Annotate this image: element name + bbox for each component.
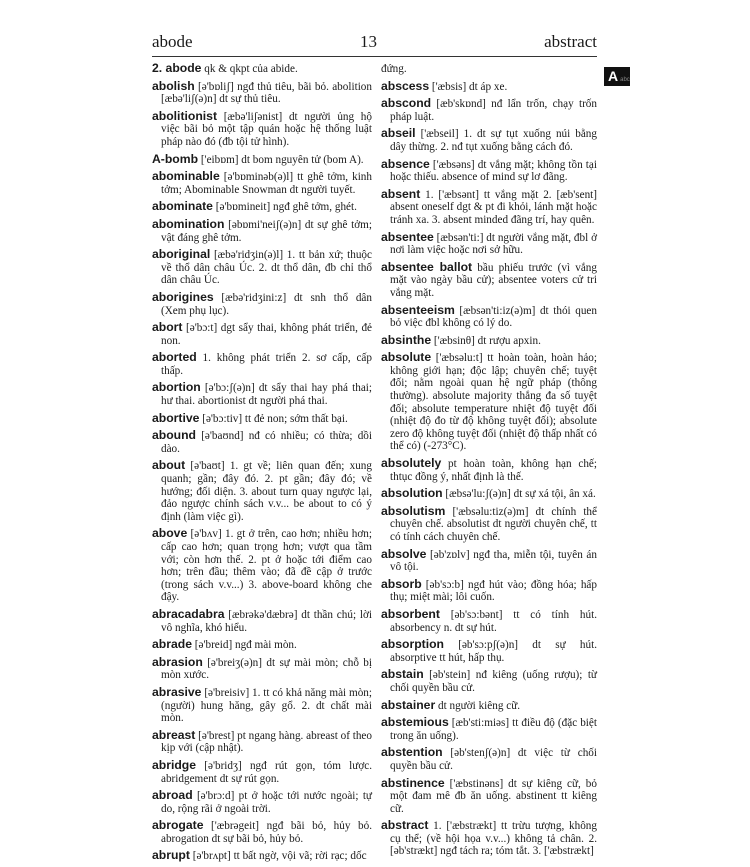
headword: absorb bbox=[381, 576, 422, 591]
headword: abrogate bbox=[152, 818, 204, 833]
definition: [əb'sɔ:bənt] tt có tính hút. absorbency n. dt sự hút. bbox=[390, 608, 597, 634]
definition: qk & qkpt của abide. bbox=[201, 63, 298, 75]
headword: absentee bbox=[381, 229, 434, 244]
definition: [əb'sɔ:b] ngđ hút vào; đồng hóa; hấp thụ; miệt mài; lôi cuốn. bbox=[390, 578, 597, 604]
page-header bbox=[152, 32, 597, 57]
dictionary-entry bbox=[381, 158, 597, 184]
definition: [əb'stenʃ(ə)n] dt việc từ chối quyền bầu cử. bbox=[390, 747, 597, 772]
dictionary-entry bbox=[381, 231, 597, 257]
definition: [ə'bɒmineit] ngđ ghê tởm, ghét. bbox=[212, 201, 357, 214]
dictionary-entry bbox=[152, 729, 372, 755]
headword: abrasion bbox=[152, 654, 203, 669]
dictionary-entry bbox=[152, 789, 372, 815]
headword: abscond bbox=[381, 96, 432, 111]
headword: absolutely bbox=[381, 456, 442, 471]
headword: abstemious bbox=[381, 715, 449, 730]
definition: ['æbsəns] dt vắng mặt; không tồn tại hoặc thiếu. absence of mind sự lơ đãng. bbox=[390, 158, 597, 184]
dictionary-entry bbox=[381, 351, 597, 453]
dictionary-entry bbox=[152, 200, 372, 214]
definition: ['æbstinəns] dt sự kiêng cữ, bỏ một đam mê đb ăn uống. abstinent tt kiêng cữ. bbox=[390, 777, 597, 815]
headword: absolute bbox=[381, 350, 432, 365]
definition: [ə'bɔ:ʃ(ə)n] dt sẩy thai hay phá thai; hư thai. abortionist dt người phá thai. bbox=[161, 382, 372, 408]
definition: [ə'bʌv] 1. gt ở trên, cao hơn; nhiều hơn; cấp cao hơn; quan trọng hơn; vượt qua tầm với; còn hơn thế. 2. pt ở hoặc tới điểm cao hơn; trên đầu; thêm vào; đã đề cập ở trước (trong sách v.v...) 3. above-board không che đậy. bbox=[161, 528, 372, 604]
dictionary-entry bbox=[381, 261, 597, 300]
left-column bbox=[152, 62, 372, 867]
definition: [əb'zɒlv] ngđ tha, miễn tội, tuyên án vô tội. bbox=[390, 548, 597, 574]
letter-thumb-tab bbox=[604, 67, 630, 86]
headword: aboriginal bbox=[152, 247, 211, 262]
dictionary-entry bbox=[381, 505, 597, 544]
dictionary-entry bbox=[152, 459, 372, 523]
definition: [æb'sti:miəs] tt điều độ (đặc biệt trong ăn uống). bbox=[390, 717, 597, 742]
definition: [æbsə'lu:ʃ(ə)n] dt sự xá tội, ân xá. bbox=[442, 488, 596, 501]
dictionary-entry bbox=[381, 608, 597, 634]
dictionary-entry bbox=[381, 638, 597, 664]
headword: abreast bbox=[152, 727, 196, 742]
definition: [ə'breiʒ(ə)n] dt sự mài mòn; chỗ bị mòn xước. bbox=[161, 656, 372, 682]
definition: đứng. bbox=[381, 63, 407, 75]
dictionary-entry bbox=[152, 321, 372, 347]
definition: [ə'bɒliʃ] ngđ thủ tiêu, bãi bỏ. abolition [æbə'liʃ(ə)n] dt sự thủ tiêu. bbox=[161, 80, 372, 106]
dictionary-entry bbox=[152, 153, 372, 167]
definition: ['æbsinθ] dt rượu apxin. bbox=[431, 334, 541, 347]
dictionary-entry bbox=[152, 527, 372, 604]
headword: abroad bbox=[152, 788, 193, 803]
headword: about bbox=[152, 458, 186, 473]
dictionary-entry bbox=[381, 334, 597, 348]
dictionary-entry bbox=[381, 819, 597, 858]
headword: absence bbox=[381, 156, 430, 171]
dictionary-entry bbox=[152, 759, 372, 785]
dictionary-entry bbox=[381, 668, 597, 694]
headword: abolish bbox=[152, 78, 195, 93]
headword: absolution bbox=[381, 486, 443, 501]
headword: abominate bbox=[152, 199, 213, 214]
definition: [ə'brɔ:d] pt ở hoặc tới nước ngoài; tự do, rộng rãi ở ngoài trời. bbox=[161, 790, 372, 815]
dictionary-entry bbox=[381, 487, 597, 501]
headword: abstention bbox=[381, 745, 443, 760]
headword: abscess bbox=[381, 78, 430, 93]
definition: ['æbsəlu:tiz(ə)m] dt chính thể chuyên chế. absolutist dt người chuyên chế, tt có tính cách chuyên chế. bbox=[390, 505, 597, 543]
headword: abominable bbox=[152, 169, 220, 184]
headword: abound bbox=[152, 428, 197, 443]
definition: [əb'sɔ:pʃ(ə)n] dt sự hút. absorptive tt hút, hấp thụ. bbox=[390, 639, 597, 664]
definition: [ə'baʊt] 1. gt về; liên quan đến; xung quanh; gần; đây đó. 2. pt gần; đây đó; về hướng; đối diện. 3. about turn quay ngược lại, đảo ngược chính sách v.v... be about to có ý định (làm việc gì). bbox=[161, 460, 372, 523]
dictionary-entry bbox=[152, 218, 372, 244]
definition: [æbə'ridʒini:z] dt snh thổ dân (Xem phụ lục). bbox=[161, 291, 372, 317]
dictionary-entry bbox=[381, 62, 597, 76]
definition: ['æbsəlu:t] tt hoàn toàn, hoàn hảo; không giới hạn; độc lập; chuyên chế; tuyệt đối; nằm ngoài quan hệ ngữ pháp (thông thường). absolute majority thắng đa số tuyệt đối; absolute temperature nhiệt độ tuyệt đối (nhiệt độ đo từ độ không tuyệt đối); absolute zero độ không tuyệt đối (nhiệt độ thấp nhất có thể có) (-273°C). bbox=[390, 352, 597, 453]
dictionary-entry bbox=[381, 699, 597, 713]
headword: aborted bbox=[152, 350, 197, 365]
headword: A-bomb bbox=[152, 151, 199, 166]
headword: abomination bbox=[152, 216, 225, 231]
dictionary-entry bbox=[152, 849, 372, 863]
guide-word-left: abode bbox=[152, 32, 193, 51]
definition: [æbə'ridʒin(ə)l] 1. tt bản xứ; thuộc về thổ dân châu Úc. 2. dt thổ dân, đb chỉ thổ dân châu Úc. bbox=[161, 249, 372, 287]
dictionary-entry bbox=[152, 170, 372, 196]
headword: abortive bbox=[152, 410, 200, 425]
definition: pt hoàn toàn, không hạn chế; thtục đồng ý, nhất định là thế. bbox=[390, 458, 597, 483]
dictionary-entry bbox=[152, 638, 372, 652]
right-column bbox=[381, 62, 597, 862]
headword: absentee ballot bbox=[381, 259, 473, 274]
dictionary-entry bbox=[152, 62, 372, 76]
definition: [æbrəkə'dæbrə] dt thần chú; lời vô nghĩa, khó hiểu. bbox=[161, 608, 372, 634]
headword: abolitionist bbox=[152, 108, 217, 123]
dictionary-entry bbox=[381, 127, 597, 153]
definition: [æbsən'ti:iz(ə)m] dt thói quen bỏ việc đbl không có lý do. bbox=[390, 304, 597, 330]
dictionary-entry bbox=[381, 578, 597, 604]
page-number: 13 bbox=[360, 32, 377, 51]
definition: [ə'breid] ngđ mài mòn. bbox=[191, 639, 297, 652]
definition: [æbsən'ti:] dt người vắng mặt, đbl ở nơi làm việc hoặc nơi sở hữu. bbox=[390, 231, 597, 257]
dictionary-entry bbox=[381, 716, 597, 742]
definition: [ə'bɒminəb(ə)l] tt ghê tởm, kinh tởm; Abominable Snowman dt người tuyết. bbox=[161, 171, 372, 196]
definition: ['æbsis] dt áp xe. bbox=[429, 80, 508, 93]
dictionary-entry bbox=[152, 80, 372, 106]
dictionary-entry bbox=[152, 656, 372, 682]
definition: [ə'baʊnd] nđ có nhiều; có thừa; dồi dào. bbox=[161, 430, 372, 455]
headword: abrupt bbox=[152, 848, 190, 863]
definition: ['eibɒm] dt bom nguyên tử (bom A). bbox=[198, 153, 364, 166]
headword: abrade bbox=[152, 637, 192, 652]
definition: bầu phiếu trước (vì vắng mặt vào ngày bầu cử); absentee voters cử tri vắng mặt. bbox=[390, 261, 597, 299]
dictionary-entry bbox=[381, 80, 597, 94]
headword: absorption bbox=[381, 637, 444, 652]
headword: 2. abode bbox=[152, 61, 202, 75]
headword: abstract bbox=[381, 818, 429, 833]
dictionary-entry bbox=[152, 248, 372, 287]
definition: 1. không phát triển 2. sơ cấp, cấp thấp. bbox=[161, 352, 372, 377]
definition: 1. ['æbsənt] tt vắng mặt 2. [æb'sent] absent oneself dgt & pt đi khỏi, lánh mặt hoặc tránh xa. 3. absent minded đãng trí, hay quên. bbox=[390, 188, 597, 226]
definition: [æbə'liʃənist] dt người ủng hộ việc bãi bỏ một tập quán hoặc hệ thống luật pháp nào đó (đb tội tử hình). bbox=[161, 110, 372, 148]
headword: absinthe bbox=[381, 332, 432, 347]
definition: [ə'bɔ:tiv] tt đẻ non; sớm thất bại. bbox=[199, 412, 348, 425]
headword: above bbox=[152, 526, 188, 541]
dictionary-entry bbox=[381, 188, 597, 227]
dictionary-entry bbox=[152, 351, 372, 377]
headword: absorbent bbox=[381, 606, 440, 621]
headword: absent bbox=[381, 186, 421, 201]
headword: abridge bbox=[152, 757, 197, 772]
dictionary-entry bbox=[152, 381, 372, 407]
definition: [ə'bɔ:t] dgt sẩy thai, không phát triển, đẻ non. bbox=[161, 322, 372, 347]
headword: abort bbox=[152, 320, 183, 335]
definition: [ə'breisiv] 1. tt có khả năng mài mòn; (người) hung hăng, gây gổ. 2. dt chất mài mòn. bbox=[161, 686, 372, 725]
definition: [æb'skɒnd] nđ lẩn trốn, chạy trốn pháp luật. bbox=[390, 98, 597, 123]
definition: 1. ['æbstrækt] tt trừu tượng, không cụ thể; (về hội họa v.v...) không tả chân. 2. [əb'strækt] ngđ tách ra; tóm tắt. 3. ['æbstrækt] bbox=[390, 820, 597, 858]
headword: abortion bbox=[152, 380, 201, 395]
headword: absolutism bbox=[381, 503, 446, 518]
headword: absolve bbox=[381, 546, 427, 561]
dictionary-entry bbox=[152, 429, 372, 455]
headword: abstainer bbox=[381, 697, 436, 712]
dictionary-entry bbox=[381, 304, 597, 330]
dictionary-entry bbox=[381, 548, 597, 574]
definition: ['æbseil] 1. dt sự tụt xuống núi bằng dây thừng. 2. nđ tụt xuống bằng cách đó. bbox=[390, 128, 597, 153]
headword: absenteeism bbox=[381, 302, 455, 317]
dictionary-entry bbox=[152, 608, 372, 634]
definition: [əb'stein] nđ kiêng (uống rượu); từ chối quyền bầu cử. bbox=[390, 669, 597, 694]
dictionary-entry bbox=[381, 746, 597, 772]
headword: abrasive bbox=[152, 684, 202, 699]
dictionary-entry bbox=[381, 777, 597, 816]
dictionary-entry bbox=[152, 412, 372, 426]
dictionary-entry bbox=[381, 457, 597, 483]
dictionary-entry bbox=[152, 110, 372, 149]
dictionary-entry bbox=[152, 819, 372, 845]
definition: [ə'brʌpt] tt bất ngờ, vội vã; rời rạc; dốc bbox=[189, 850, 367, 863]
dictionary-entry bbox=[381, 97, 597, 123]
headword: aborigines bbox=[152, 289, 214, 304]
headword: abseil bbox=[381, 126, 416, 141]
dictionary-entry bbox=[152, 291, 372, 317]
thumb-tab-sub: abc bbox=[620, 77, 630, 83]
dictionary-entry bbox=[152, 686, 372, 725]
thumb-tab-letter: A bbox=[608, 68, 619, 84]
headword: abracadabra bbox=[152, 606, 225, 621]
definition: [ə'bridʒ] ngđ rút gọn, tóm lược. abridgement dt sự rút gọn. bbox=[161, 759, 372, 785]
headword: abstain bbox=[381, 667, 424, 682]
guide-word-right: abstract bbox=[544, 32, 597, 51]
definition: dt người kiêng cữ. bbox=[435, 699, 521, 712]
definition: [ə'brest] pt ngang hàng. abreast of theo kịp với (cập nhật). bbox=[161, 729, 372, 755]
definition: ['æbrəgeit] ngđ bãi bỏ, hủy bỏ. abrogation dt sự bãi bỏ, hủy bỏ. bbox=[161, 820, 372, 845]
headword: abstinence bbox=[381, 775, 445, 790]
definition: [əbɒmi'neiʃ(ə)n] dt sự ghê tởm; vật đáng ghê tởm. bbox=[161, 218, 372, 244]
